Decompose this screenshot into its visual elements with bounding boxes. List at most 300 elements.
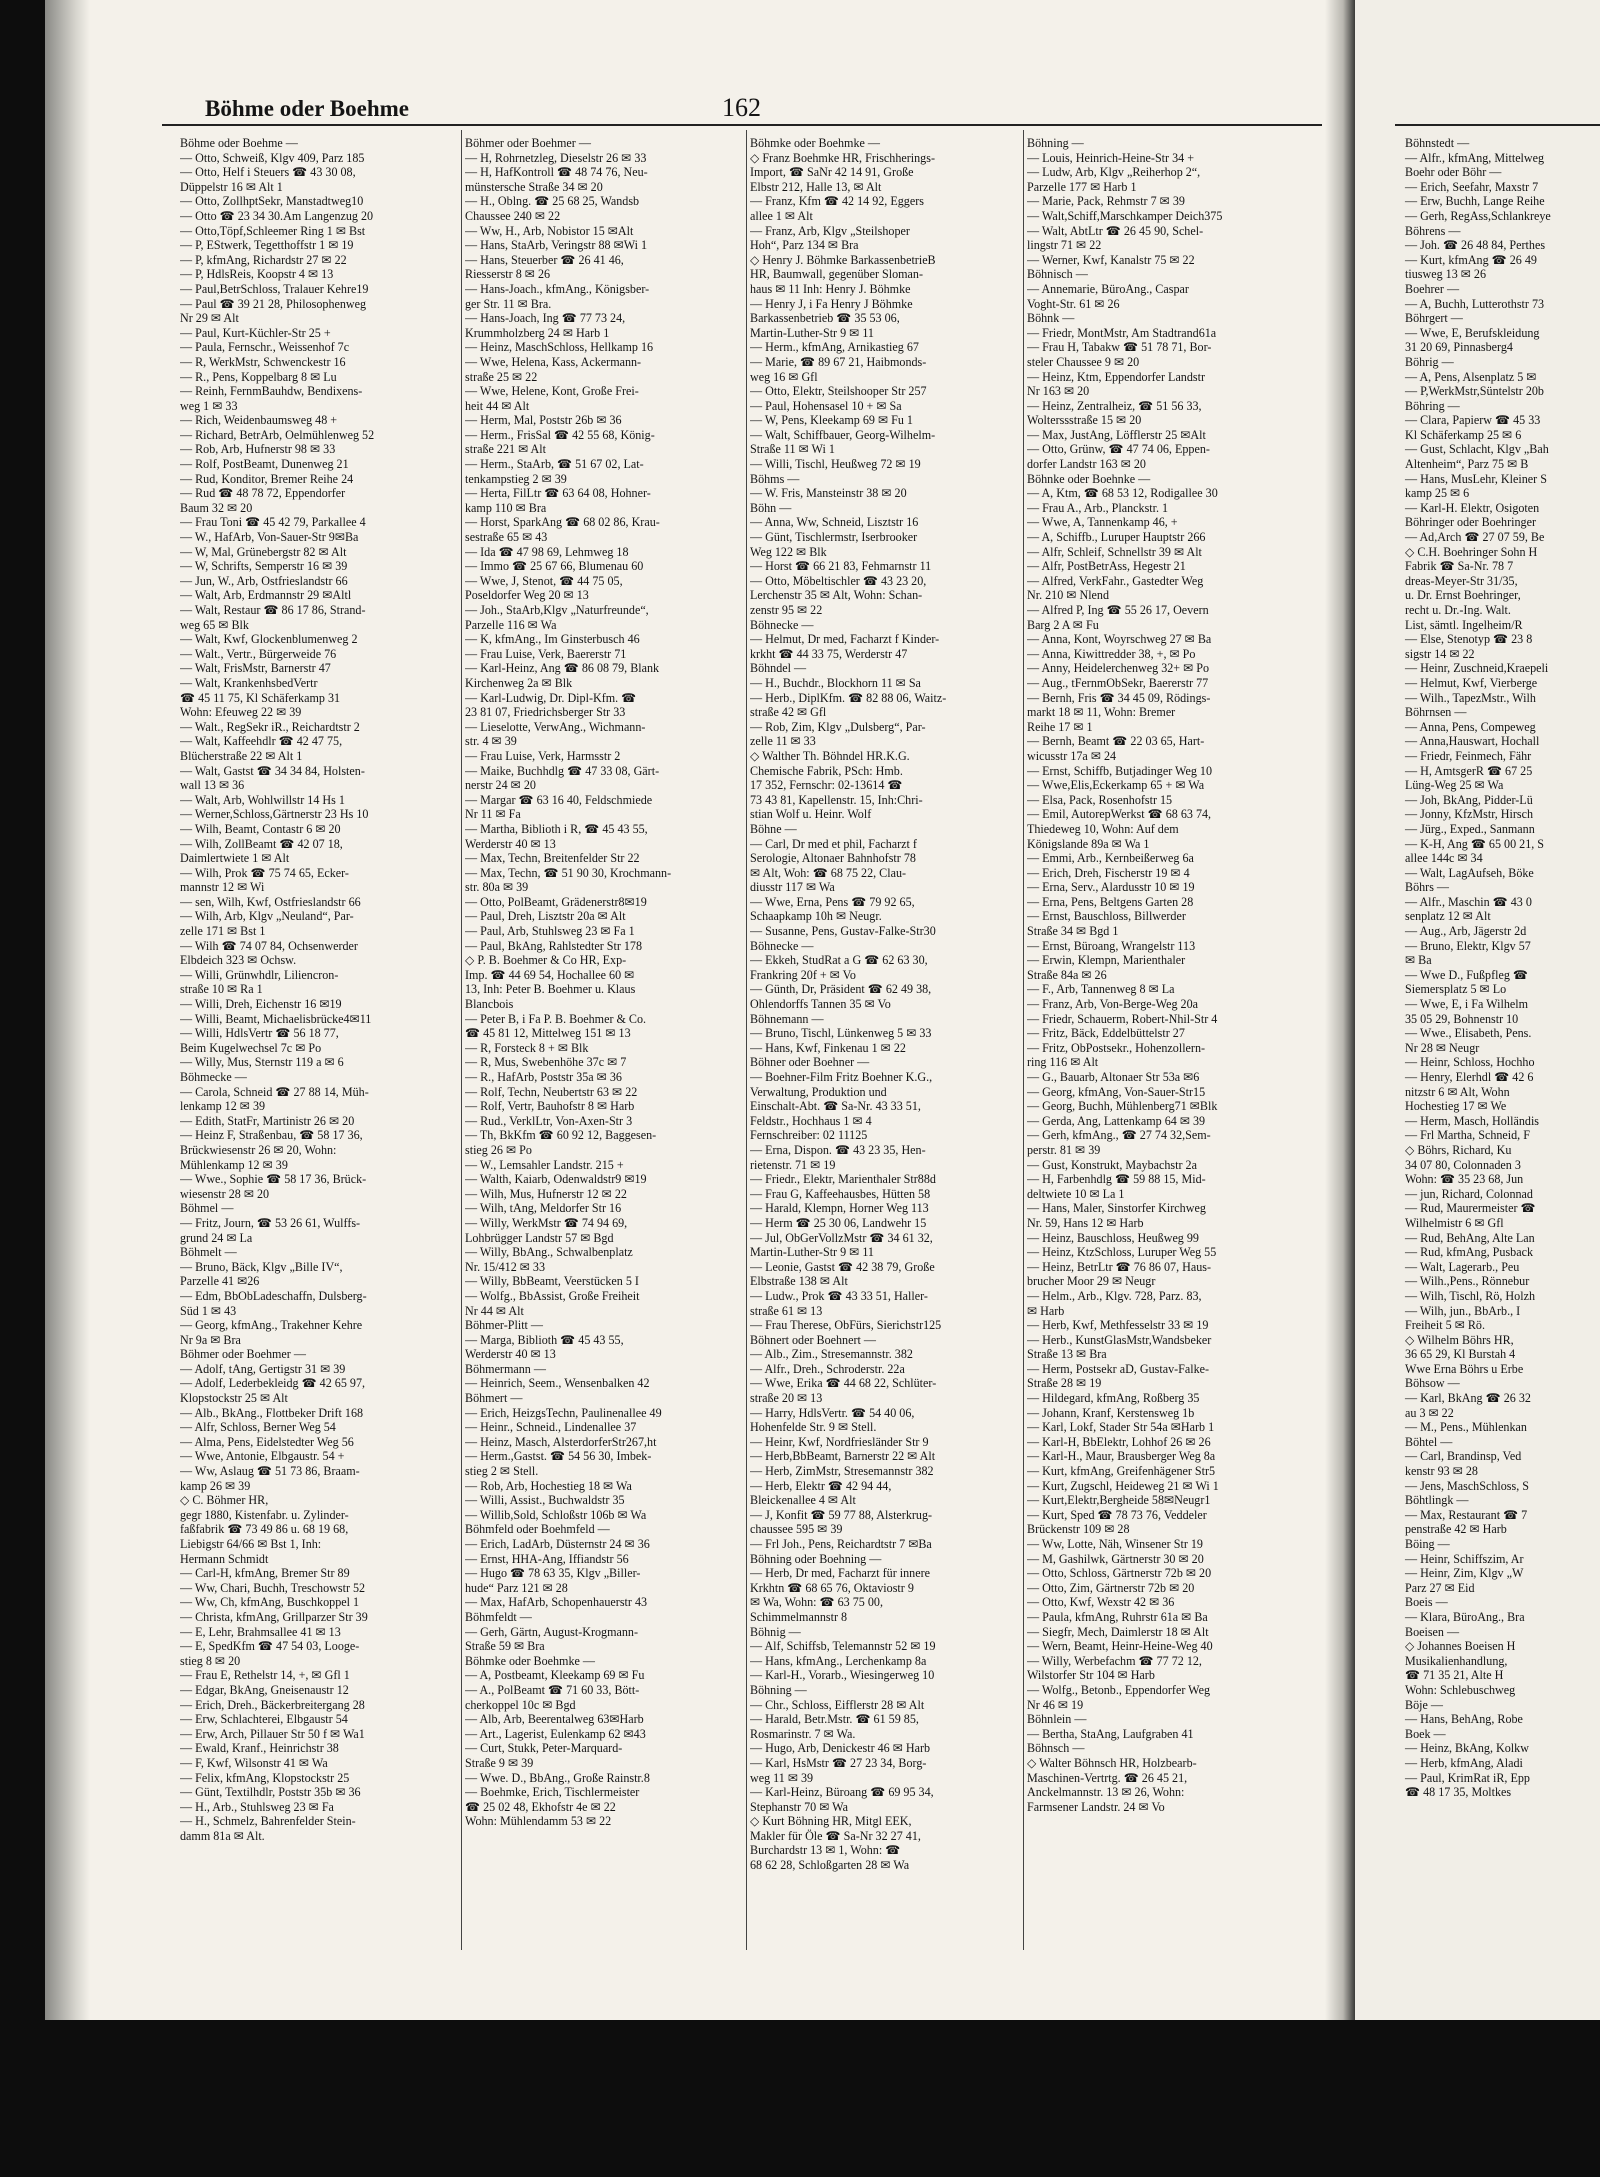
directory-entry: — H., Oblng. ☎ 25 68 25, Wandsb bbox=[465, 194, 640, 209]
directory-entry: Wwe Erna Böhrs u Erbe bbox=[1405, 1361, 1524, 1376]
directory-entry: — Hans-Joach, Ing ☎ 77 73 24, bbox=[465, 311, 626, 326]
directory-entry: — Wilh, Beamt, Contastr 6 ✉ 20 bbox=[180, 821, 341, 836]
directory-entry: — Paula, kfmAng, Ruhrstr 61a ✉ Ba bbox=[1027, 1609, 1208, 1624]
directory-entry: Riesserstr 8 ✉ 26 bbox=[465, 267, 551, 282]
directory-entry: diusstr 117 ✉ Wa bbox=[750, 880, 835, 895]
directory-entry: — R, WerkMstr, Schwenckestr 16 bbox=[180, 354, 346, 369]
directory-entry: — Willib,Sold, Schloßstr 106b ✉ Wa bbox=[465, 1507, 647, 1522]
directory-column-1 bbox=[180, 136, 455, 1843]
directory-entry: Nr 29 ✉ Alt bbox=[180, 311, 239, 326]
directory-entry: — Karl-H., Vorarb., Wiesingerweg 10 bbox=[750, 1668, 935, 1683]
directory-entry: Nr. 210 ✉ Nlend bbox=[1027, 588, 1110, 603]
directory-entry: — Bruno, Tischl, Lünkenweg 5 ✉ 33 bbox=[750, 1026, 932, 1041]
directory-entry: — Wwe, Antonie, Elbgaustr. 54 + bbox=[180, 1449, 345, 1464]
directory-entry: — Anny, Heidelerchenweg 32+ ✉ Po bbox=[1027, 661, 1210, 676]
directory-entry: — Leonie, Gastst ☎ 42 38 79, Große bbox=[750, 1259, 935, 1274]
directory-column-3 bbox=[750, 136, 1025, 1873]
directory-entry: Böhmert — bbox=[465, 1391, 523, 1406]
directory-entry: Imp. ☎ 44 69 54, Hochallee 60 ✉ bbox=[465, 967, 635, 982]
directory-entry: ☎ 45 11 75, Kl Schäferkamp 31 bbox=[180, 690, 341, 705]
directory-entry: — Ernst, Bauschloss, Billwerder bbox=[1027, 909, 1186, 924]
directory-entry: Parzelle 177 ✉ Harb 1 bbox=[1027, 179, 1137, 194]
directory-entry: — Otto, Elektr, Steilshooper Str 257 bbox=[750, 384, 927, 399]
directory-entry: markt 18 ✉ 11, Wohn: Bremer bbox=[1027, 705, 1176, 720]
directory-entry: — Susanne, Pens, Gustav-Falke-Str30 bbox=[750, 924, 936, 939]
directory-entry: — Rud, Maurermeister ☎ bbox=[1405, 1201, 1536, 1216]
directory-entry: — Art., Lagerist, Eulenkamp 62 ✉43 bbox=[465, 1726, 646, 1741]
directory-entry: — Elsa, Pack, Rosenhofstr 15 bbox=[1027, 792, 1173, 807]
directory-entry: Burchardstr 13 ✉ 1, Wohn: ☎ bbox=[750, 1843, 901, 1858]
directory-entry: 36 65 29, Kl Burstah 4 bbox=[1405, 1347, 1516, 1362]
directory-entry: Rosmarinstr. 7 ✉ Wa. bbox=[750, 1726, 856, 1741]
directory-entry: 13, Inh: Peter B. Boehmer u. Klaus bbox=[465, 982, 636, 997]
directory-entry: — R., Pens, Koppelbarg 8 ✉ Lu bbox=[180, 369, 337, 384]
directory-entry: Böhmfeld oder Boehmfeld — bbox=[465, 1522, 610, 1537]
directory-entry: — Georg, Buchh, Mühlenberg71 ✉Blk bbox=[1027, 1099, 1218, 1114]
directory-entry: — Ww, Lotte, Näh, Winsener Str 19 bbox=[1027, 1537, 1203, 1551]
directory-entry: ring 116 ✉ Alt bbox=[1027, 1055, 1099, 1070]
directory-entry: Verwaltung, Produktion und bbox=[750, 1084, 887, 1099]
directory-entry: — Carola, Schneid ☎ 27 88 14, Müh- bbox=[180, 1084, 369, 1099]
directory-entry: — Wilh, Tischl, Rö, Holzh bbox=[1405, 1288, 1535, 1303]
directory-entry: perstr. 81 ✉ 39 bbox=[1027, 1142, 1101, 1157]
directory-entry: damm 81a ✉ Alt. bbox=[180, 1828, 265, 1843]
directory-entry: 73 43 81, Kapellenstr. 15, Inh:Chri- bbox=[750, 792, 923, 807]
directory-entry: Boek — bbox=[1405, 1726, 1446, 1741]
directory-entry: stieg 26 ✉ Po bbox=[465, 1142, 532, 1157]
directory-entry: — Wolfg., Betonb., Eppendorfer Weg bbox=[1027, 1682, 1211, 1697]
directory-entry: Nr. 59, Hans 12 ✉ Harb bbox=[1027, 1215, 1144, 1230]
directory-entry: tenkampstieg 2 ✉ 39 bbox=[465, 471, 567, 486]
directory-entry: — Walt, Kwf, Glockenblumenweg 2 bbox=[180, 632, 358, 647]
page-number: 162 bbox=[722, 93, 761, 122]
directory-entry: — Adolf, tAng, Gertigstr 31 ✉ 39 bbox=[180, 1361, 346, 1376]
directory-entry: — Kurt, kfmAng ☎ 26 49 bbox=[1405, 252, 1537, 267]
directory-entry: weg 16 ✉ Gfl bbox=[750, 369, 818, 384]
directory-entry: — Paul, Kurt-Küchler-Str 25 + bbox=[180, 325, 331, 340]
directory-entry: — Frau Luise, Verk, Harmsstr 2 bbox=[465, 748, 621, 763]
directory-entry: — Johann, Kranf, Kerstensweg 1b bbox=[1027, 1405, 1195, 1420]
directory-entry: — Willi, Dreh, Eichenstr 16 ✉19 bbox=[180, 997, 342, 1012]
directory-entry: — A, Buchh, Lutterothstr 73 bbox=[1405, 296, 1545, 311]
directory-entry: — Curt, Stukk, Peter-Marquard- bbox=[465, 1741, 623, 1756]
directory-entry: — Georg, kfmAng., Trakehner Kehre bbox=[180, 1318, 363, 1333]
directory-entry: — Alfr., kfmAng, Mittelweg bbox=[1405, 150, 1545, 165]
directory-entry: Klopstockstr 25 ✉ Alt bbox=[180, 1391, 288, 1406]
directory-entry: Wilstorfer Str 104 ✉ Harb bbox=[1027, 1668, 1155, 1683]
directory-entry: — Wilh, ZollBeamt ☎ 42 07 18, bbox=[180, 836, 343, 851]
directory-entry: Böhnk — bbox=[1027, 311, 1075, 326]
directory-entry: — Walt., RegSekr iR., Reichardtstr 2 bbox=[180, 719, 360, 734]
directory-entry: — H., Schmelz, Bahrenfelder Stein- bbox=[180, 1814, 356, 1829]
directory-entry: Böhrnsen — bbox=[1405, 705, 1467, 720]
directory-entry: — Aug., tFernmObSekr, Baererstr 77 bbox=[1027, 675, 1209, 690]
directory-entry: — Hans, Maler, Sinstorfer Kirchweg bbox=[1027, 1201, 1206, 1216]
directory-entry: — Willy, Mus, Sternstr 119 a ✉ 6 bbox=[180, 1055, 344, 1070]
directory-entry: — Otto, Helf i Steuers ☎ 43 30 08, bbox=[180, 165, 356, 180]
directory-entry: — Bruno, Bäck, Klgv „Bille IV“, bbox=[180, 1259, 343, 1274]
directory-entry: chaussee 595 ✉ 39 bbox=[750, 1522, 843, 1537]
directory-entry: — Henry J, i Fa Henry J Böhmke bbox=[750, 296, 913, 311]
directory-entry: gegr 1880, Kistenfabr. u. Zylinder- bbox=[180, 1507, 349, 1522]
directory-entry: — Heinz F, Straßenbau, ☎ 58 17 36, bbox=[180, 1128, 363, 1143]
directory-entry: Elbstraße 138 ✉ Alt bbox=[750, 1274, 848, 1289]
directory-entry: Kirchenweg 2a ✉ Blk bbox=[465, 675, 573, 690]
directory-entry: — Kurt, Sped ☎ 78 73 76, Veddeler bbox=[1027, 1507, 1207, 1522]
right-page bbox=[1355, 0, 1600, 2020]
directory-entry: — Rob, Arb, Hufnerstr 98 ✉ 33 bbox=[180, 442, 336, 457]
directory-entry: — A, Pens, Alsenplatz 5 ✉ bbox=[1405, 369, 1537, 384]
directory-entry: Hochestieg 17 ✉ We bbox=[1405, 1099, 1507, 1114]
directory-entry: — Walt, LagAufseh, Böke bbox=[1405, 865, 1534, 880]
directory-entry: Baum 32 ✉ 20 bbox=[180, 500, 253, 515]
directory-entry: mannstr 12 ✉ Wi bbox=[180, 880, 265, 895]
directory-entry: — Otto, Schloss, Gärtnerstr 72b ✉ 20 bbox=[1027, 1566, 1212, 1581]
directory-entry: — Boehmke, Erich, Tischlermeister bbox=[465, 1785, 640, 1800]
directory-entry: — Hans, Kwf, Finkenau 1 ✉ 22 bbox=[750, 1040, 906, 1055]
directory-entry: lenkamp 12 ✉ 39 bbox=[180, 1099, 266, 1114]
directory-entry: — Franz, Arb, Klgv „Steilshoper bbox=[750, 223, 910, 238]
directory-entry: stian Wolf u. Heinr. Wolf bbox=[750, 807, 872, 822]
directory-entry: Böing — bbox=[1405, 1537, 1450, 1551]
directory-entry: — Joh. ☎ 26 48 84, Perthes bbox=[1405, 238, 1546, 253]
directory-entry: grund 24 ✉ La bbox=[180, 1230, 253, 1245]
directory-entry: — M., Pens., Mühlenkan bbox=[1405, 1420, 1527, 1435]
directory-entry: — Gust, Konstrukt, Maybachstr 2a bbox=[1027, 1157, 1197, 1172]
directory-entry: Altenheim“, Parz 75 ✉ B bbox=[1405, 457, 1529, 472]
directory-entry: straße 61 ✉ 13 bbox=[750, 1303, 823, 1318]
directory-entry: — Walt, Kaffeehdlr ☎ 42 47 75, bbox=[180, 734, 343, 749]
directory-entry: ✉ Ba bbox=[1405, 953, 1432, 968]
directory-entry: — Wwe, Erika ☎ 44 68 22, Schlüter- bbox=[750, 1376, 937, 1391]
directory-entry: — P, kfmAng, Richardstr 27 ✉ 22 bbox=[180, 252, 347, 267]
directory-entry: — sen, Wilh, Kwf, Ostfrieslandstr 66 bbox=[180, 894, 361, 909]
directory-entry: — Herm, Mal, Poststr 26b ✉ 36 bbox=[465, 413, 622, 428]
directory-entry: — Ernst, Büroang, Wrangelstr 113 bbox=[1027, 938, 1196, 953]
directory-entry: — Gerh, RegAss,Schlankreye bbox=[1405, 208, 1551, 223]
directory-entry: — Wwe, E, i Fa Wilhelm bbox=[1405, 997, 1529, 1012]
directory-entry: Martin-Luther-Str 9 ✉ 11 bbox=[750, 1245, 874, 1260]
directory-entry: Hoh“, Parz 134 ✉ Bra bbox=[750, 238, 859, 253]
directory-entry: — Willi, Tischl, Heußweg 72 ✉ 19 bbox=[750, 457, 921, 472]
directory-entry: — Wwe. D., BbAng., Große Rainstr.8 bbox=[465, 1770, 650, 1785]
directory-entry: — Karl, BkAng ☎ 26 32 bbox=[1405, 1391, 1531, 1406]
directory-entry: — H, HafKontroll ☎ 48 74 76, Neu- bbox=[465, 165, 648, 180]
directory-entry: — Heinr., Schneid., Lindenallee 37 bbox=[465, 1420, 637, 1435]
directory-entry: Böhner oder Boehner — bbox=[750, 1055, 870, 1070]
directory-entry: — F., Arb, Tannenweg 8 ✉ La bbox=[1027, 982, 1175, 997]
directory-entry: ◇ Walther Th. Böhndel HR.K.G. bbox=[750, 748, 910, 763]
directory-entry: — Th, BkKfm ☎ 60 92 12, Baggesen- bbox=[465, 1128, 657, 1143]
directory-entry: — Herb., KunstGlasMstr,Wandsbeker bbox=[1027, 1332, 1212, 1347]
directory-entry: — Frau Luise, Verk, Baererstr 71 bbox=[465, 646, 627, 661]
directory-entry: Böhring — bbox=[1405, 398, 1460, 413]
directory-entry: — Emmi, Arb., Kernbeißerweg 6a bbox=[1027, 851, 1194, 866]
directory-entry: Chaussee 240 ✉ 22 bbox=[465, 208, 561, 223]
directory-entry: — Anna, Ww, Schneid, Lisztstr 16 bbox=[750, 515, 919, 530]
directory-entry: heit 44 ✉ Alt bbox=[465, 398, 530, 413]
directory-entry: Bleickenallee 4 ✉ Alt bbox=[750, 1493, 856, 1508]
directory-entry: — Hugo ☎ 78 63 35, Klgv „Biller- bbox=[465, 1566, 641, 1581]
directory-entry: Böhmecke — bbox=[180, 1070, 247, 1084]
directory-entry: — Martha, Biblioth i R, ☎ 45 43 55, bbox=[465, 821, 648, 836]
directory-entry: — Willy, WerkMstr ☎ 74 94 69, bbox=[465, 1215, 628, 1230]
directory-entry: — Paul ☎ 39 21 28, Philosophenweg bbox=[180, 296, 367, 311]
directory-entry: — Werner, Kwf, Kanalstr 75 ✉ 22 bbox=[1027, 252, 1195, 267]
directory-entry: straße 42 ✉ Gfl bbox=[750, 705, 827, 720]
directory-entry: — Alfr, Schleif, Schnellstr 39 ✉ Alt bbox=[1027, 544, 1202, 559]
directory-entry: str. 4 ✉ 39 bbox=[465, 734, 517, 749]
directory-entry: steler Chaussee 9 ✉ 20 bbox=[1027, 354, 1140, 369]
directory-column-2 bbox=[465, 136, 740, 1829]
directory-entry: — Willi, Assist., Buchwaldstr 35 bbox=[465, 1493, 625, 1508]
directory-entry: Chemische Fabrik, PSch: Hmb. bbox=[750, 763, 903, 778]
directory-entry: — Walt, Gastst ☎ 34 34 84, Holsten- bbox=[180, 763, 365, 778]
directory-entry: — Clara, Papierw ☎ 45 33 bbox=[1405, 413, 1541, 428]
directory-entry: — Rolf, Techn, Neubertstr 63 ✉ 22 bbox=[465, 1084, 638, 1099]
directory-entry: krkht ☎ 44 33 75, Werderstr 47 bbox=[750, 646, 908, 661]
directory-entry: münstersche Straße 34 ✉ 20 bbox=[465, 179, 603, 194]
directory-entry: — Wwe, Helene, Kont, Große Frei- bbox=[465, 384, 639, 399]
directory-entry: Nr. 15/412 ✉ 33 bbox=[465, 1259, 546, 1274]
directory-entry: — A, Postbeamt, Kleekamp 69 ✉ Fu bbox=[465, 1668, 645, 1683]
directory-entry: Böhnert oder Boehnert — bbox=[750, 1332, 876, 1347]
directory-entry: Boeisen — bbox=[1405, 1624, 1460, 1639]
directory-entry: — Anna,Hauswart, Hochall bbox=[1405, 734, 1540, 749]
directory-entry: brucher Moor 29 ✉ Neugr bbox=[1027, 1274, 1156, 1289]
directory-entry: — Erw, Schlachterei, Elbgaustr 54 bbox=[180, 1712, 348, 1727]
directory-entry: Boeis — bbox=[1405, 1595, 1448, 1610]
directory-entry: Lerchenstr 35 ✉ Alt, Wohn: Schan- bbox=[750, 588, 923, 603]
directory-entry: wicusstr 17a ✉ 24 bbox=[1027, 748, 1117, 763]
directory-entry: — Walt., Vertr., Bürgerweide 76 bbox=[180, 646, 337, 661]
directory-entry: — Willy, BbBeamt, Veerstücken 5 I bbox=[465, 1274, 639, 1289]
directory-entry: — Heinr, Schiffszim, Ar bbox=[1405, 1551, 1524, 1566]
directory-entry: 35 05 29, Bohnenstr 10 bbox=[1405, 1011, 1519, 1026]
directory-entry: — Georg, kfmAng, Von-Sauer-Str15 bbox=[1027, 1084, 1206, 1099]
directory-entry: — Hans-Joach., kfmAng., Königsber- bbox=[465, 281, 650, 296]
directory-entry: 34 07 80, Colonnaden 3 bbox=[1405, 1157, 1521, 1172]
directory-entry: — Heinr, Schloss, Hochho bbox=[1405, 1055, 1535, 1070]
directory-entry: Wohn: ☎ 35 23 68, Jun bbox=[1405, 1172, 1524, 1187]
directory-entry: — Joh, BkAng, Pidder-Lü bbox=[1405, 792, 1533, 807]
directory-entry: deltwiete 10 ✉ La 1 bbox=[1027, 1186, 1125, 1201]
directory-entry: Böje — bbox=[1405, 1697, 1443, 1712]
directory-entry: — Heinz, Zentralheiz, ☎ 51 56 33, bbox=[1027, 398, 1202, 413]
directory-entry: Böhnsch — bbox=[1027, 1741, 1085, 1756]
directory-entry: Nr 46 ✉ 19 bbox=[1027, 1697, 1084, 1712]
directory-entry: — Wwe, Erna, Pens ☎ 79 92 65, bbox=[750, 894, 915, 909]
directory-entry: wall 13 ✉ 36 bbox=[180, 778, 245, 793]
directory-entry: sestraße 65 ✉ 43 bbox=[465, 530, 548, 545]
directory-entry: — H, Rohrnetzleg, Dieselstr 26 ✉ 33 bbox=[465, 150, 647, 165]
directory-entry: Poseldorfer Weg 20 ✉ 13 bbox=[465, 588, 589, 603]
directory-entry: — Otto, Möbeltischler ☎ 43 23 20, bbox=[750, 573, 927, 588]
directory-entry: — Otto, Kwf, Wexstr 42 ✉ 36 bbox=[1027, 1595, 1175, 1610]
directory-entry: Wohn: Efeuweg 22 ✉ 39 bbox=[180, 705, 302, 720]
directory-entry: — Willi, HdlsVertr ☎ 56 18 77, bbox=[180, 1026, 339, 1041]
directory-entry: — Karl, Lokf, Stader Str 54a ✉Harb 1 bbox=[1027, 1420, 1215, 1435]
directory-entry: ✉ Alt, Woh: ☎ 68 75 22, Clau- bbox=[750, 865, 907, 880]
directory-entry: — Herm, Postsekr aD, Gustav-Falke- bbox=[1027, 1361, 1210, 1376]
directory-entry: — W, Pens, Kleekamp 69 ✉ Fu 1 bbox=[750, 413, 913, 428]
directory-entry: — Ww, Ch, kfmAng, Buschkoppel 1 bbox=[180, 1595, 360, 1610]
directory-entry: — Frau Therese, ObFürs, Sierichstr125 bbox=[750, 1318, 942, 1333]
directory-entry: — Max, HafArb, Schopenhauerstr 43 bbox=[465, 1595, 648, 1610]
directory-entry: — Hans, BehAng, Robe bbox=[1405, 1712, 1523, 1727]
directory-entry: — jun, Richard, Colonnad bbox=[1405, 1186, 1533, 1201]
directory-entry: — Heinz, BetrLtr ☎ 76 86 07, Haus- bbox=[1027, 1259, 1212, 1274]
directory-entry: Böhmermann — bbox=[465, 1361, 546, 1376]
directory-entry: weg 11 ✉ 39 bbox=[750, 1770, 814, 1785]
directory-entry: — Herm., kfmAng, Arnikastieg 67 bbox=[750, 340, 919, 355]
directory-entry: faßfabrik ☎ 73 49 86 u. 68 19 68, bbox=[180, 1522, 349, 1537]
directory-entry: — Wwe, J, Stenot, ☎ 44 75 05, bbox=[465, 573, 623, 588]
directory-entry: — H., Arb., Stuhlsweg 23 ✉ Fa bbox=[180, 1799, 334, 1814]
directory-entry: au 3 ✉ 22 bbox=[1405, 1405, 1454, 1420]
directory-entry: Böhmke oder Boehmke — bbox=[465, 1653, 595, 1668]
directory-entry: — Erna, Serv., Alardusstr 10 ✉ 19 bbox=[1027, 880, 1195, 895]
directory-entry: Werderstr 40 ✉ 13 bbox=[465, 836, 556, 851]
directory-entry: — Harald, Klempn, Horner Weg 113 bbox=[750, 1201, 929, 1216]
directory-entry: — Immo ☎ 25 67 66, Blumenau 60 bbox=[465, 559, 644, 574]
directory-entry: Einschalt-Abt. ☎ Sa-Nr. 43 33 51, bbox=[750, 1099, 921, 1114]
directory-entry: Siemersplatz 5 ✉ Lo bbox=[1405, 982, 1507, 997]
directory-entry: — Ww, Chari, Buchh, Treschowstr 52 bbox=[180, 1580, 366, 1595]
directory-entry: — Karl-Heinz, Büroang ☎ 69 95 34, bbox=[750, 1785, 934, 1800]
directory-entry: Böhnisch — bbox=[1027, 267, 1088, 282]
directory-entry: — Jonny, KfzMstr, Hirsch bbox=[1405, 807, 1534, 822]
directory-entry: — Max, Restaurant ☎ 7 bbox=[1405, 1507, 1528, 1522]
directory-entry: — Walt, Arb, Wohlwillstr 14 Hs 1 bbox=[180, 792, 345, 807]
directory-entry: — Herb,BbBeamt, Barnerstr 22 ✉ Alt bbox=[750, 1449, 936, 1464]
directory-entry: ✉ Wa, Wohn: ☎ 63 75 00, bbox=[750, 1595, 883, 1610]
directory-entry: — Günt, Tischlermstr, Iserbrooker bbox=[750, 530, 918, 545]
directory-entry: Hermann Schmidt bbox=[180, 1551, 269, 1566]
directory-entry: — Walt, Restaur ☎ 86 17 86, Strand- bbox=[180, 603, 366, 617]
directory-entry: Lohbrügger Landstr 57 ✉ Bgd bbox=[465, 1230, 614, 1245]
directory-entry: — Anna, Kiwittredder 38, +, ✉ Po bbox=[1027, 646, 1196, 661]
directory-entry: — Ww, Aslaug ☎ 51 73 86, Braam- bbox=[180, 1464, 360, 1479]
directory-entry: — Alb., BkAng., Flottbeker Drift 168 bbox=[180, 1405, 364, 1420]
directory-entry: — Frau E, Rethelstr 14, +, ✉ Gfl 1 bbox=[180, 1668, 350, 1683]
directory-entry: — Louis, Heinrich-Heine-Str 34 + bbox=[1027, 150, 1195, 165]
directory-entry: kenstr 93 ✉ 28 bbox=[1405, 1464, 1478, 1479]
directory-entry: — Wwe D., Fußpfleg ☎ bbox=[1405, 967, 1528, 982]
directory-entry: — Rud ☎ 48 78 72, Eppendorfer bbox=[180, 486, 346, 501]
directory-entry: Daimlertwiete 1 ✉ Alt bbox=[180, 851, 290, 866]
directory-entry: — Heinr, Zim, Klgv „W bbox=[1405, 1566, 1524, 1581]
directory-entry: — R., HafArb, Poststr 35a ✉ 36 bbox=[465, 1070, 622, 1084]
directory-entry: — P, EStwerk, Tegetthoffstr 1 ✉ 19 bbox=[180, 238, 354, 253]
directory-entry: ◇ C. Böhmer HR, bbox=[180, 1493, 269, 1508]
directory-entry: — P, HdlsReis, Koopstr 4 ✉ 13 bbox=[180, 267, 334, 282]
directory-entry: Böhn — bbox=[750, 500, 792, 515]
directory-entry: — Max, Techn, ☎ 51 90 30, Krochmann- bbox=[465, 865, 672, 880]
directory-entry: Blücherstraße 22 ✉ Alt 1 bbox=[180, 748, 303, 763]
directory-entry: zelle 171 ✉ Bst 1 bbox=[180, 924, 266, 939]
directory-entry: — Ernst, HHA-Ang, Iffiandstr 56 bbox=[465, 1551, 629, 1566]
directory-entry: — Otto, ZollhptSekr, Manstadtweg10 bbox=[180, 194, 364, 209]
directory-entry: Wolterssstraße 15 ✉ 20 bbox=[1027, 413, 1142, 428]
directory-entry: — Ad,Arch ☎ 27 07 59, Be bbox=[1405, 530, 1545, 545]
directory-entry: — Erna, Dispon. ☎ 43 23 35, Hen- bbox=[750, 1142, 926, 1157]
directory-entry: — Frau A., Arb., Planckstr. 1 bbox=[1027, 500, 1169, 515]
directory-entry: Reihe 17 ✉ 1 bbox=[1027, 719, 1093, 734]
directory-entry: — Wwe, Helena, Kass, Ackermann- bbox=[465, 354, 642, 369]
directory-entry: — Marga, Biblioth ☎ 45 43 55, bbox=[465, 1332, 624, 1347]
directory-entry: Böhmer oder Boehmer — bbox=[180, 1347, 306, 1362]
directory-entry: tiusweg 13 ✉ 26 bbox=[1405, 267, 1487, 282]
directory-entry: sigstr 14 ✉ 22 bbox=[1405, 646, 1475, 661]
directory-entry: Wilhelmistr 6 ✉ Gfl bbox=[1405, 1215, 1504, 1230]
directory-entry: — Herb., DiplKfm. ☎ 82 88 06, Waitz- bbox=[750, 690, 947, 705]
directory-entry: — H, AmtsgerR ☎ 67 25 bbox=[1405, 763, 1533, 778]
directory-entry: Straße 11 ✉ Wi 1 bbox=[750, 442, 835, 457]
directory-entry: — Marie, Pack, Rehmstr 7 ✉ 39 bbox=[1027, 194, 1185, 209]
directory-entry: — Heinz, Ktm, Eppendorfer Landstr bbox=[1027, 369, 1205, 384]
directory-entry: — Heinz, KtzSchloss, Luruper Weg 55 bbox=[1027, 1245, 1217, 1260]
directory-entry: — Hugo, Arb, Denickestr 46 ✉ Harb bbox=[750, 1741, 931, 1756]
directory-entry: Makler für Öle ☎ Sa-Nr 32 27 41, bbox=[750, 1828, 921, 1843]
header-rule bbox=[162, 124, 1322, 126]
directory-entry: Voght-Str. 61 ✉ 26 bbox=[1027, 296, 1120, 311]
directory-entry: recht u. Dr.-Ing. Walt. bbox=[1405, 603, 1511, 617]
directory-entry: — Bertha, StaAng, Laufgraben 41 bbox=[1027, 1726, 1194, 1741]
directory-entry: — Rud., VerklLtr, Von-Axen-Str 3 bbox=[465, 1113, 633, 1128]
directory-entry: ☎ 45 81 12, Mittelweg 151 ✉ 13 bbox=[465, 1026, 631, 1041]
directory-entry: kamp 25 ✉ 6 bbox=[1405, 486, 1470, 501]
directory-entry: — Alfr., Dreh., Schroderstr. 22a bbox=[750, 1361, 905, 1376]
directory-entry: cherkoppel 10c ✉ Bgd bbox=[465, 1697, 576, 1712]
directory-entry: — W., Lemsahler Landstr. 215 + bbox=[465, 1157, 624, 1172]
directory-entry: — Walt, FrisMstr, Barnerstr 47 bbox=[180, 661, 331, 676]
directory-entry: — Karl, HsMstr ☎ 27 23 34, Borg- bbox=[750, 1755, 927, 1770]
directory-entry: Düppelstr 16 ✉ Alt 1 bbox=[180, 179, 283, 194]
directory-entry: Barg 2 A ✉ Fu bbox=[1027, 617, 1099, 632]
directory-entry: — Herta, FilLtr ☎ 63 64 08, Hohner- bbox=[465, 486, 651, 501]
directory-entry: — Walt, Lagerarb., Peu bbox=[1405, 1259, 1520, 1274]
directory-entry: hude“ Parz 121 ✉ 28 bbox=[465, 1580, 568, 1595]
directory-entry: Nr 11 ✉ Fa bbox=[465, 807, 521, 822]
directory-entry: — Harry, HdlsVertr. ☎ 54 40 06, bbox=[750, 1405, 915, 1420]
directory-entry: kamp 110 ✉ Bra bbox=[465, 500, 547, 515]
directory-entry: — Ida ☎ 47 98 69, Lehmweg 18 bbox=[465, 544, 629, 559]
directory-entry: — Ww, H., Arb, Nobistor 15 ✉Alt bbox=[465, 223, 634, 238]
directory-entry: lingstr 71 ✉ 22 bbox=[1027, 238, 1102, 253]
directory-entry: — Aug., Arb, Jägerstr 2d bbox=[1405, 924, 1527, 939]
directory-entry: — Else, Stenotyp ☎ 23 8 bbox=[1405, 632, 1533, 647]
directory-entry: — Alma, Pens, Eidelstedter Weg 56 bbox=[180, 1434, 354, 1449]
directory-entry: — Herm., StaArb, ☎ 51 67 02, Lat- bbox=[465, 457, 644, 472]
directory-entry: weg 65 ✉ Blk bbox=[180, 617, 249, 632]
directory-entry: — Herm.,Gastst. ☎ 54 56 30, Imbek- bbox=[465, 1449, 652, 1464]
directory-entry: Parzelle 116 ✉ Wa bbox=[465, 617, 557, 632]
directory-entry: str. 80a ✉ 39 bbox=[465, 880, 529, 895]
directory-entry: ☎ 48 17 35, Moltkes bbox=[1405, 1785, 1512, 1800]
directory-entry: wiesenstr 28 ✉ 20 bbox=[180, 1186, 270, 1201]
directory-entry: — Rud, Konditor, Bremer Reihe 24 bbox=[180, 471, 354, 486]
directory-entry: Kl Schäferkamp 25 ✉ 6 bbox=[1405, 427, 1522, 442]
directory-entry: — Edgar, BkAng, Gneisenaustr 12 bbox=[180, 1682, 349, 1697]
directory-entry: — Günth, Dr, Präsident ☎ 62 49 38, bbox=[750, 982, 932, 997]
directory-entry: HR, Baumwall, gegenüber Sloman- bbox=[750, 267, 923, 282]
directory-entry: zenstr 95 ✉ 22 bbox=[750, 603, 823, 617]
directory-entry: stieg 8 ✉ 20 bbox=[180, 1653, 241, 1668]
page-title: Böhme oder Boehme bbox=[205, 96, 410, 121]
directory-entry: 17 352, Fernschr: 02-13614 ☎ bbox=[750, 778, 903, 793]
right-header-rule bbox=[1395, 124, 1600, 126]
